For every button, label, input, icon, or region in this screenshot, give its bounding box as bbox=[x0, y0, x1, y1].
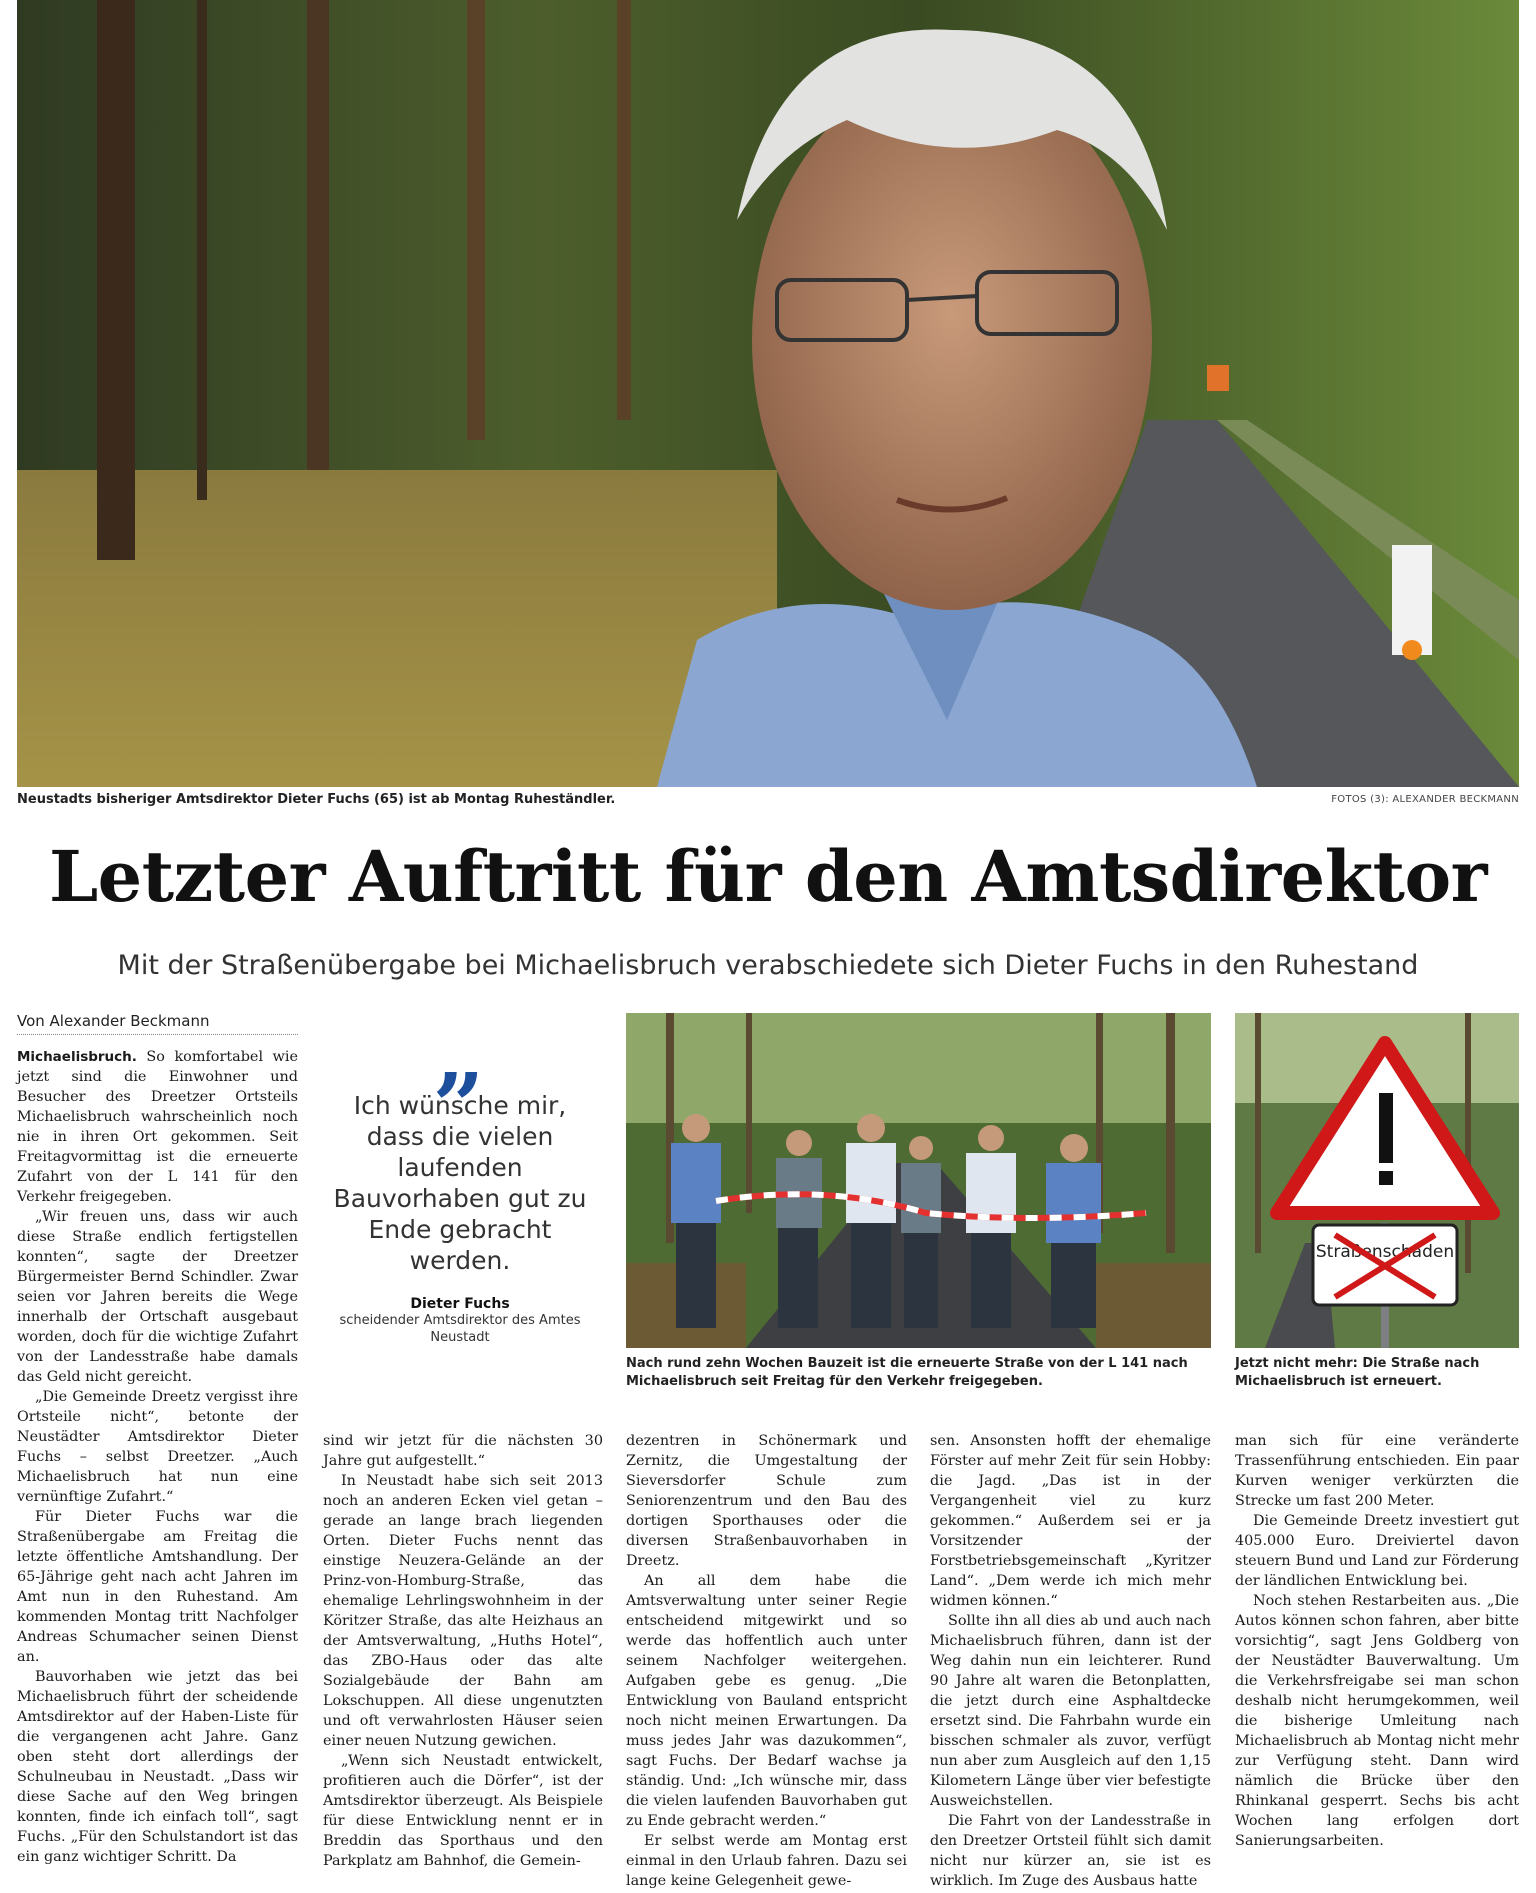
article-column-4 bbox=[930, 1431, 1211, 1891]
article-column-2 bbox=[323, 1431, 603, 1871]
pull-quote bbox=[330, 1002, 590, 1346]
ribbon-cutting-photo bbox=[626, 1013, 1211, 1348]
paragraph: Die Fahrt von der Landesstraße in den Dreetzer Ortsteil fühlt sich damit nicht nur kürzer an, sie ist es wirklich. Im Zuge des Ausbaus hatte bbox=[930, 1813, 1211, 1889]
quote-text: Ich wünsche mir, dass die vielen laufenden Bauvorhaben gut zu Ende gebracht werden. bbox=[333, 1091, 587, 1275]
paragraph: Für Dieter Fuchs war die Straßenübergabe am Freitag die letzte öffentliche Amtshandlung. Der 65-Jährige geht nach acht Jahren im Amt nun in den Ruhestand. Am kommenden Montag tritt Nachfolger Andreas Schumacher seinen Dienst an. bbox=[17, 1509, 298, 1665]
quote-author: Dieter Fuchs bbox=[410, 1296, 510, 1312]
article-column-3 bbox=[626, 1431, 907, 1891]
paragraph: Noch stehen Restarbeiten aus. „Die Autos können schon fahren, aber bitte vorsichtig“, sagt Jens Goldberg von der Neustädter Bauverwaltung. Um die Verkehrsfreigabe sei man schon deshalb nicht herumgekommen, weil die bisherige Umleitung nach Michaelisbruch ab Montag nicht mehr zur Verfügung steht. Dann wird nämlich die Brücke über den Rhinkanal gesperrt. Sechs bis acht Wochen lang erfolgen dort Sanierungsarbeiten. bbox=[1235, 1593, 1519, 1849]
paragraph: man sich für eine veränderte Trassenführung entschieden. Ein paar Kurven weniger verkürzten die Strecke um fast 200 Meter. bbox=[1235, 1433, 1519, 1509]
photo3-caption: Jetzt nicht mehr: Die Straße nach Michaelisbruch ist erneuert. bbox=[1235, 1356, 1480, 1389]
paragraph: Sollte ihn all dies ab und auch nach Michaelisbruch führen, dann ist der Weg dahin nun ein leichterer. Rund 90 Jahre alt waren die Betonplatten, die jetzt durch eine Asphaltdecke ersetzt sind. Die Fahrbahn wurde ein bisschen schmaler als zuvor, verfügt nun aber zum Ausgleich auf den 1,15 Kilometern Länge über vier befestigte Ausweichstellen. bbox=[930, 1613, 1211, 1809]
subheadline: Mit der Straßenübergabe bei Michaelisbruch verabschiedete sich Dieter Fuchs in den Ruhestand bbox=[117, 950, 1419, 981]
dateline: Michaelisbruch. bbox=[17, 1049, 137, 1065]
photo2-caption: Nach rund zehn Wochen Bauzeit ist die erneuerte Straße von der L 141 nach Michaelisbruch seit Freitag für den Verkehr freigegeben. bbox=[626, 1356, 1188, 1389]
paragraph: dezentren in Schönermark und Zernitz, die Umgestaltung der Sieversdorfer Schule zum Seniorenzentrum und den Bau des dortigen Sporthauses oder die diversen Straßenbauvorhaben in Dreetz. bbox=[626, 1433, 907, 1569]
article-column-1 bbox=[17, 1047, 298, 1867]
photo-credit: FOTOS (3): ALEXANDER BECKMANN bbox=[1331, 794, 1519, 805]
warning-sign-photo bbox=[1235, 1013, 1519, 1348]
paragraph: „Die Gemeinde Dreetz vergisst ihre Ortsteile nicht“, betonte der Neustädter Amtsdirektor Dieter Fuchs – selbst Dreetzer. „Auch Michaelisbruch hat nun eine vernünftige Zufahrt.“ bbox=[17, 1389, 298, 1505]
paragraph: Er selbst werde am Montag erst einmal in den Urlaub fahren. Dazu sei lange keine Gelegenheit gewe- bbox=[626, 1833, 907, 1889]
paragraph: sind wir jetzt für die nächsten 30 Jahre gut aufgestellt.“ bbox=[323, 1433, 603, 1469]
hero-caption: Neustadts bisheriger Amtsdirektor Dieter Fuchs (65) ist ab Montag Ruheständler. bbox=[17, 792, 616, 807]
hero-photo bbox=[17, 0, 1519, 787]
paragraph: „Wenn sich Neustadt entwickelt, profitieren auch die Dörfer“, ist der Amtsdirektor überzeugt. Als Beispiele für diese Entwicklung nennt er in Breddin das Sporthaus und den Parkplatz am Bahnhof, die Gemein- bbox=[323, 1753, 603, 1869]
paragraph: Die Gemeinde Dreetz investiert gut 405.000 Euro. Dreiviertel davon steuern Bund und Land zur Förderung der ländlichen Entwicklung bei. bbox=[1235, 1513, 1519, 1589]
paragraph bbox=[17, 1047, 298, 1207]
paragraph-text: So komfortabel wie jetzt sind die Einwohner und Besucher des Dreetzer Ortsteils Michaelisbruch wahrscheinlich noch nie in ihren Ort gekommen. Seit Freitagvormittag ist die erneuerte Zufahrt von der L 141 für den Verkehr freigegeben. bbox=[17, 1049, 298, 1205]
paragraph: In Neustadt habe sich seit 2013 noch an anderen Ecken viel getan – gerade an lange brach liegenden Orten. Dieter Fuchs nennt das einstige Neuzera-Gelände an der Prinz-von-Homburg-Straße, das ehemalige Lehrlingswohnheim in der Köritzer Straße, das alte Heizhaus an der Amtsverwaltung, „Huths Hotel“, das ZBO-Haus oder das alte Sozialgebäude der Bahn am Lokschuppen. All diese ungenutzten und oft verwahrlosten Häuser seien einer neuen Nutzung gewichen. bbox=[323, 1473, 603, 1749]
paragraph: „Wir freuen uns, dass wir auch diese Straße endlich fertigstellen konnten“, sagte der Dreetzer Bürgermeister Bernd Schindler. Zwar seien vor Jahren bereits die Wege innerhalb der Ortschaft ausgebaut worden, doch für die wichtige Zufahrt von der Landesstraße habe damals das Geld nicht gereicht. bbox=[17, 1209, 298, 1385]
byline: Von Alexander Beckmann bbox=[17, 1012, 298, 1035]
hero-caption-row bbox=[17, 792, 1519, 812]
paragraph: sen. Ansonsten hofft der ehemalige Förster auf mehr Zeit für sein Hobby: die Jagd. „Das ist in der Vergangenheit viel zu kurz gekommen.“ Außerdem sei er ja Vorsitzender der Forstbetriebsgemeinschaft „Kyritzer Land“. „Dem werde ich mich mehr widmen können.“ bbox=[930, 1433, 1211, 1609]
article-column-5 bbox=[1235, 1431, 1519, 1851]
paragraph: Bauvorhaben wie jetzt das bei Michaelisbruch führt der scheidende Amtsdirektor auf der Haben-Liste für die vergangenen acht Jahre. Ganz oben steht dort allerdings der Schulneubau in Neustadt. „Dass wir diese Sache auf den Weg bringen konnten, finde ich einfach toll“, sagt Fuchs. „Für den Schulstandort ist das ein ganz wichtiger Schritt. Da bbox=[17, 1669, 298, 1865]
sign-text: Straßenschäden bbox=[1315, 1242, 1455, 1262]
paragraph: An all dem habe die Amtsverwaltung unter seiner Regie entscheidend mitgewirkt und so werde das hoffentlich auch unter seinem Nachfolger weitergehen. Aufgaben gebe es genug. „Die Entwicklung von Bauland entspricht noch nicht meinen Erwartungen. Da muss jedes Jahr was dazukommen“, sagt Fuchs. Der Bedarf wachse ja ständig. Und: „Ich wünsche mir, dass die vielen laufenden Bauvorhaben gut zu Ende gebracht werden.“ bbox=[626, 1573, 907, 1829]
quote-author-role: scheidender Amtsdirektor des Amtes Neustadt bbox=[339, 1313, 581, 1345]
headline: Letzter Auftritt für den Amtsdirektor bbox=[48, 835, 1488, 918]
quote-mark-icon: „ bbox=[434, 1002, 486, 1108]
